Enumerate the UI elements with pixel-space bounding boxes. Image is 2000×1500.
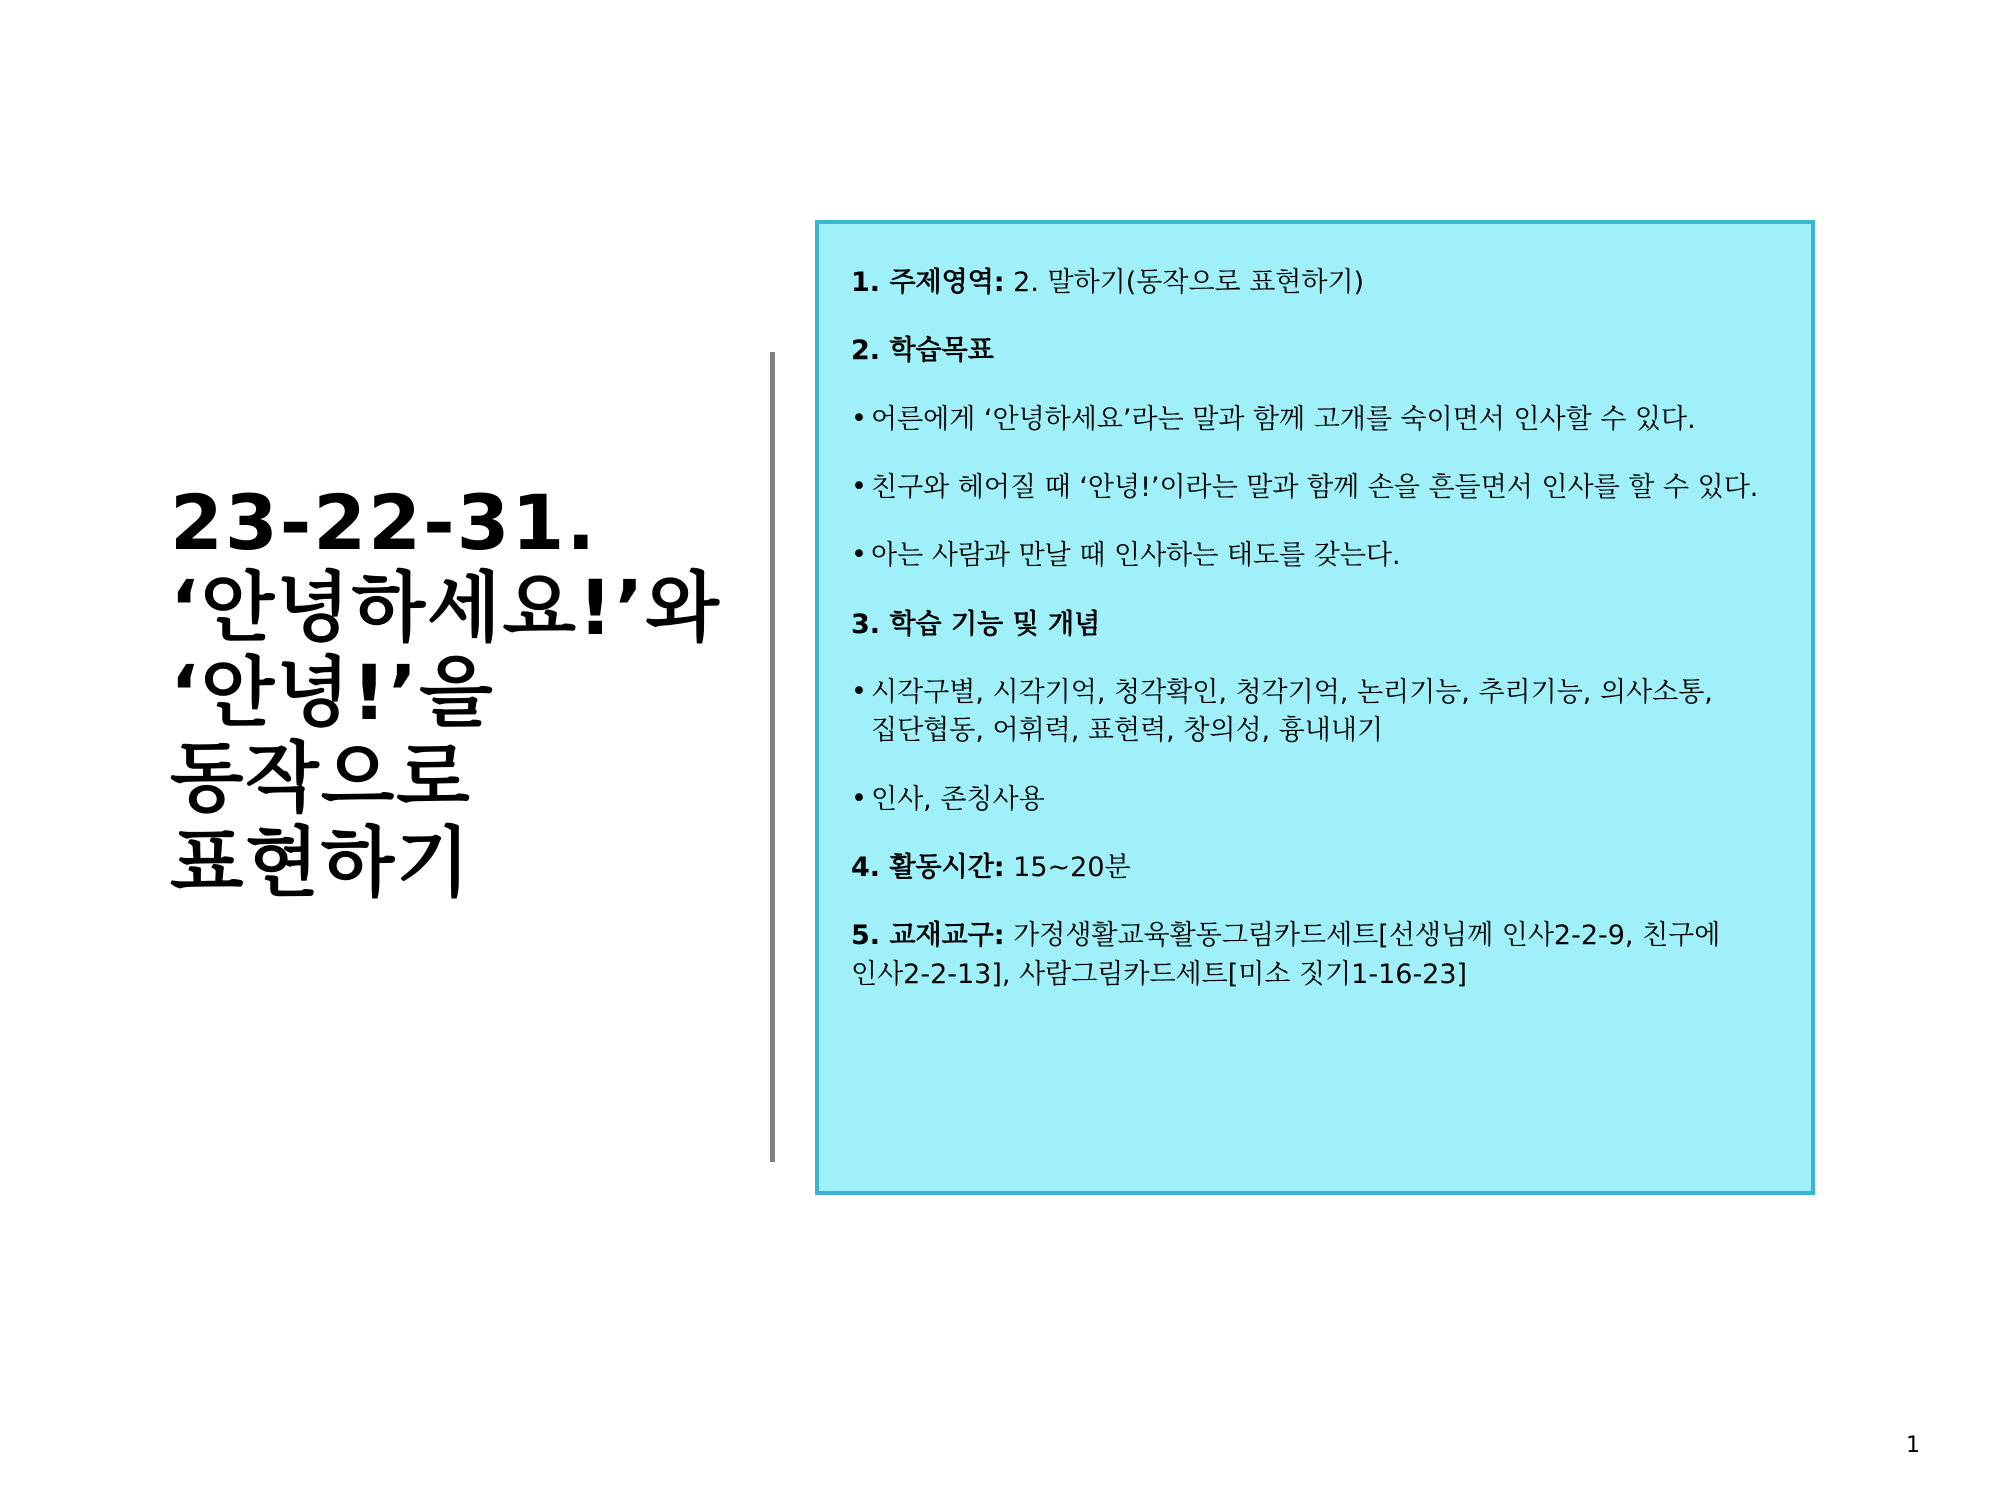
info-item-goal-3: • 아는 사람과 만날 때 인사하는 태도를 갖는다. [851,537,1783,575]
info-item-goal-1: • 어른에게 ‘안녕하세요’라는 말과 함께 고개를 숙이면서 인사할 수 있다. [851,401,1783,439]
materials-value: 가정생활교육활동그림카드세트[선생님께 인사2-2-9, 친구에 인사2-2-13], 사람그림카드세트[미소 짓기1-16-23] [851,920,1729,990]
vertical-divider [770,352,775,1162]
activity-time-value: 15~20분 [1004,851,1131,883]
info-item-skills-concepts [851,606,1783,644]
theme-area-value: 2. 말하기(동작으로 표현하기) [1004,267,1365,298]
theme-area-label: 1. 주제영역: [851,267,1005,298]
info-item-goal-2: • 친구와 헤어질 때 ‘안녕!’이라는 말과 함께 손을 흔들면서 인사를 할 수 있다. [851,469,1783,507]
activity-time-label: 4. 활동시간: [851,851,1005,883]
info-item-skills-list: • 시각구별, 시각기억, 청각확인, 청각기억, 논리기능, 추리기능, 의사소통, 집단협동, 어휘력, 표현력, 창의성, 흉내내기 [851,674,1783,751]
info-item-theme-area [851,264,1783,302]
info-item-concepts-list: • 인사, 존칭사용 [851,781,1783,819]
learning-goals-label: 2. 학습목표 [851,335,994,367]
page-number: 1 [1906,1433,1920,1458]
info-item-materials [851,917,1783,994]
materials-label: 5. 교재교구: [851,920,1005,952]
skills-concepts-label: 3. 학습 기능 및 개념 [851,608,1101,640]
lesson-info-panel [815,220,1815,1195]
info-item-learning-goals [851,332,1783,370]
slide-title: 23-22-31. ‘안녕하세요!’와 ‘안녕!’을 동작으로 표현하기 [170,478,750,908]
info-item-activity-time [851,849,1783,887]
